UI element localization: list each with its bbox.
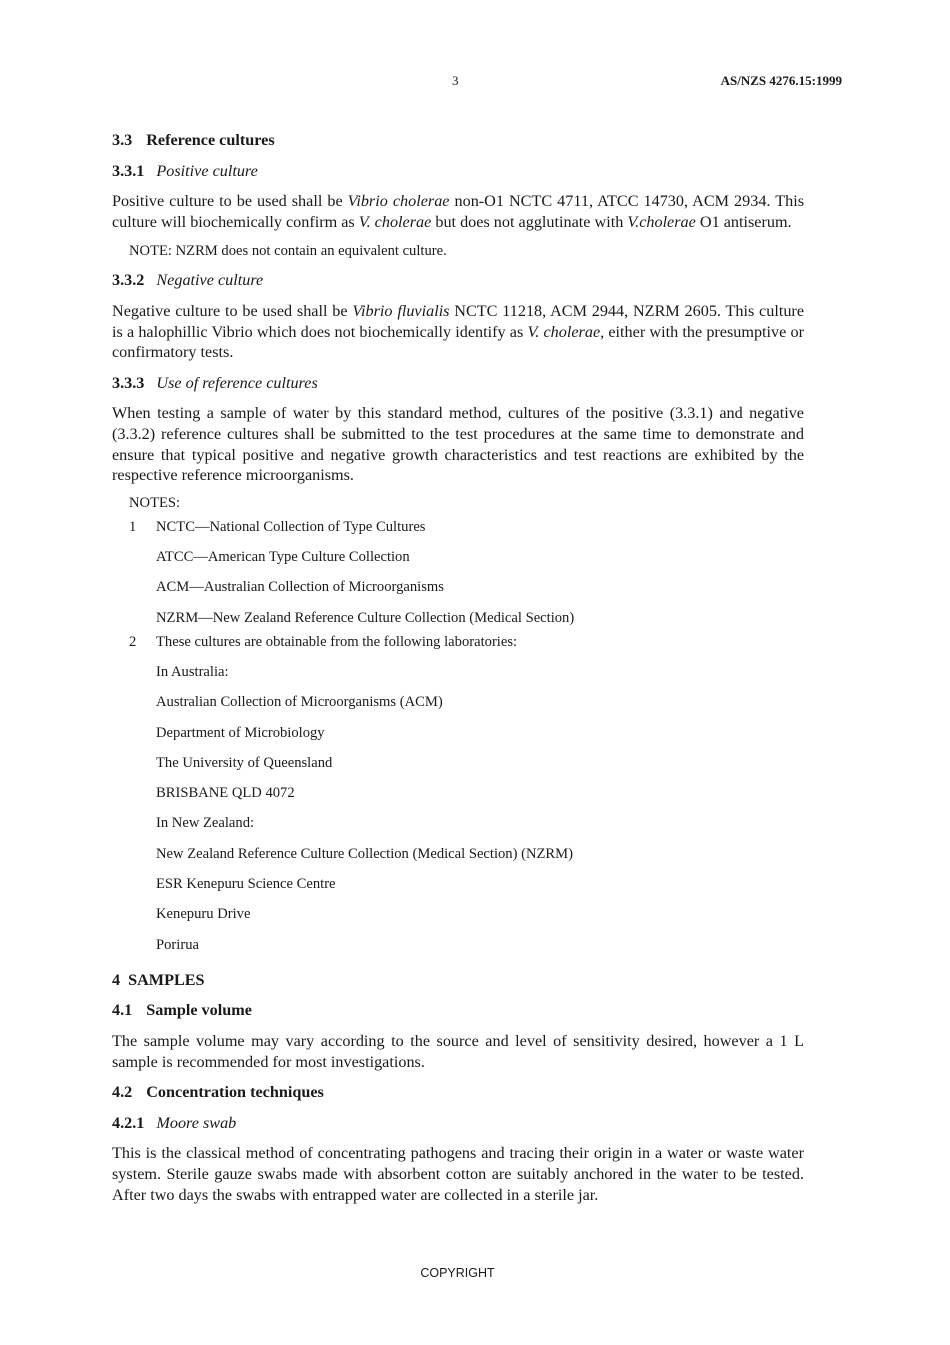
- section-4-heading: [112, 970, 804, 991]
- reference-cultures-paragraph: When testing a sample of water by this standard method, cultures of the positive (3.3.1) and negative (3.3.2) reference cultures shall be submitted to the test procedures at the same time to demonstrate and ensure that typical positive and negative growth characteristics and test reactions are exhibited by the respective reference microorganisms.: [112, 404, 804, 485]
- page-number: 3: [452, 73, 459, 88]
- section-number: 3.3.2: [112, 271, 145, 290]
- note-line: NZRM—New Zealand Reference Culture Collection (Medical Section): [156, 609, 575, 626]
- notes-heading: NOTES:: [129, 494, 181, 511]
- section-number: 4.2: [112, 1083, 133, 1102]
- section-3-3-2-heading: [112, 270, 804, 291]
- section-title: Negative culture: [156, 271, 264, 290]
- section-title: Reference cultures: [146, 131, 275, 149]
- section-4-2-1-heading: [112, 1113, 804, 1134]
- moore-swab-paragraph: This is the classical method of concentrating pathogens and tracing their origin in a water or waste water system. Sterile gauze swabs made with absorbent cotton are suitably anchored in the water to be tested. After two days the swabs with entrapped water are collected in a sterile jar.: [112, 1144, 804, 1204]
- section-number: 4.1: [112, 1001, 133, 1020]
- section-number: 4.2.1: [112, 1113, 145, 1132]
- section-3-3-heading: [112, 130, 804, 151]
- page-content: [112, 130, 804, 1215]
- note-line: ACM—Australian Collection of Microorganisms: [156, 579, 444, 596]
- note-item: [129, 633, 804, 966]
- standard-reference: AS/NZS 4276.15:1999: [720, 73, 842, 88]
- section-number: 3.3: [112, 131, 133, 149]
- section-title: Moore swab: [156, 1113, 237, 1132]
- note-line: Porirua: [156, 936, 199, 953]
- note-line: These cultures are obtainable from the following laboratories:: [156, 633, 518, 650]
- note-line: Department of Microbiology: [156, 724, 325, 741]
- sample-volume-paragraph: The sample volume may vary according to the source and level of sensitivity desired, however a 1 L sample is recommended for most investigations.: [112, 1032, 804, 1071]
- section-4-1-heading: [112, 1000, 804, 1021]
- note-number: 1: [129, 518, 137, 535]
- section-number: 3.3.3: [112, 373, 145, 392]
- section-title: Positive culture: [156, 161, 258, 180]
- section-number: 4: [112, 970, 121, 989]
- note-line: New Zealand Reference Culture Collection (Medical Section) (NZRM): [156, 845, 573, 862]
- section-title: Use of reference cultures: [156, 373, 318, 392]
- notes-list: [129, 518, 804, 966]
- note-item: [129, 518, 804, 633]
- positive-culture-paragraph: Positive culture to be used shall be Vibrio cholerae non-O1 NCTC 4711, ATCC 14730, ACM 2934. This culture will biochemically confirm as V. cholerae but does not agglutinate with V.cholerae O1 antiserum.: [112, 192, 804, 231]
- note-line: In New Zealand:: [156, 815, 255, 832]
- section-title: Sample volume: [146, 1001, 252, 1020]
- note-line: In Australia:: [156, 663, 229, 680]
- section-4-2-heading: [112, 1082, 804, 1103]
- section-title: SAMPLES: [128, 970, 205, 989]
- note-line: Australian Collection of Microorganisms (ACM): [156, 694, 443, 711]
- section-3-3-1-heading: [112, 161, 804, 182]
- note-line: The University of Queensland: [156, 754, 333, 771]
- section-title: Concentration techniques: [146, 1083, 324, 1102]
- note-line: ATCC—American Type Culture Collection: [156, 549, 410, 566]
- note-line: ESR Kenepuru Science Centre: [156, 875, 336, 892]
- section-3-3-3-heading: [112, 373, 804, 394]
- nzrm-note: NOTE: NZRM does not contain an equivalent culture.: [129, 243, 447, 260]
- section-number: 3.3.1: [112, 161, 145, 180]
- note-line: BRISBANE QLD 4072: [156, 785, 295, 802]
- copyright-footer: COPYRIGHT: [420, 1266, 495, 1280]
- note-line: Kenepuru Drive: [156, 906, 251, 923]
- note-line: NCTC—National Collection of Type Cultures: [156, 518, 426, 535]
- negative-culture-paragraph: Negative culture to be used shall be Vibrio fluvialis NCTC 11218, ACM 2944, NZRM 2605. This culture is a halophillic Vibrio which does not biochemically identify as V. cholerae, either with the presumptive or confirmatory tests.: [112, 301, 805, 362]
- note-number: 2: [129, 633, 137, 650]
